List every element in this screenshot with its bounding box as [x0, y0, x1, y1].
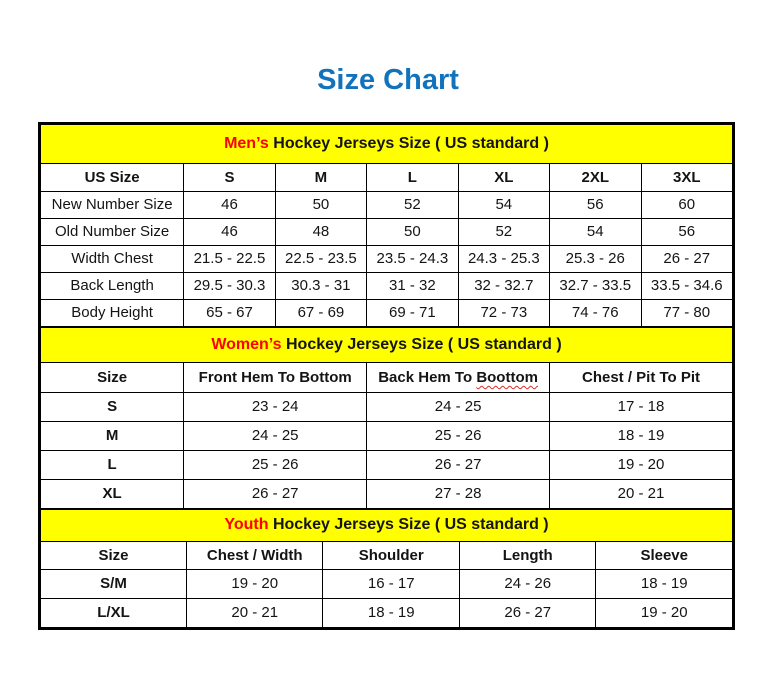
- row-label: XL: [41, 480, 184, 509]
- mens-col-header-2xl: 2XL: [550, 164, 641, 192]
- mens-col-header-3xl: 3XL: [641, 164, 733, 192]
- size-value-cell: 29.5 - 30.3: [184, 273, 275, 300]
- size-value-cell: 26 - 27: [184, 480, 367, 509]
- size-value-cell: 19 - 20: [596, 599, 733, 628]
- size-value-cell: 25 - 26: [184, 451, 367, 480]
- row-label: Back Length: [41, 273, 184, 300]
- table-row: [41, 422, 733, 451]
- size-value-cell: 23.5 - 24.3: [367, 246, 458, 273]
- table-row: [41, 300, 733, 327]
- size-value-cell: 22.5 - 23.5: [275, 246, 366, 273]
- size-value-cell: 18 - 19: [323, 599, 459, 628]
- youth-col-header-sleeve: Sleeve: [596, 542, 733, 570]
- womens-col-header-size: Size: [41, 363, 184, 393]
- table-row: [41, 219, 733, 246]
- youth-caption-row: [41, 510, 733, 542]
- size-value-cell: 26 - 27: [459, 599, 595, 628]
- size-value-cell: 18 - 19: [596, 570, 733, 599]
- size-value-cell: 18 - 19: [550, 422, 733, 451]
- table-row: [41, 570, 733, 599]
- size-value-cell: 16 - 17: [323, 570, 459, 599]
- size-value-cell: 20 - 21: [550, 480, 733, 509]
- mens-caption-row: [41, 125, 733, 164]
- size-value-cell: 60: [641, 192, 733, 219]
- youth-col-header-size: Size: [41, 542, 187, 570]
- mens-col-header-xl: XL: [458, 164, 549, 192]
- mens-col-header-us-size: US Size: [41, 164, 184, 192]
- row-label: M: [41, 422, 184, 451]
- size-value-cell: 46: [184, 192, 275, 219]
- size-chart-container: [38, 122, 735, 630]
- size-value-cell: 33.5 - 34.6: [641, 273, 733, 300]
- size-value-cell: 20 - 21: [187, 599, 323, 628]
- womens-caption-highlight: Women’s: [211, 335, 282, 353]
- row-label: S/M: [41, 570, 187, 599]
- youth-header-row: [41, 542, 733, 570]
- size-value-cell: 24.3 - 25.3: [458, 246, 549, 273]
- back-hem-prefix: Back Hem To: [378, 368, 477, 386]
- size-value-cell: 25 - 26: [367, 422, 550, 451]
- size-value-cell: 30.3 - 31: [275, 273, 366, 300]
- size-value-cell: 17 - 18: [550, 393, 733, 422]
- youth-col-header-shoulder: Shoulder: [323, 542, 459, 570]
- size-value-cell: 24 - 25: [367, 393, 550, 422]
- table-row: [41, 480, 733, 509]
- size-value-cell: 56: [550, 192, 641, 219]
- size-value-cell: 50: [275, 192, 366, 219]
- size-value-cell: 25.3 - 26: [550, 246, 641, 273]
- table-row: [41, 246, 733, 273]
- size-value-cell: 27 - 28: [367, 480, 550, 509]
- womens-col-header-chest: Chest / Pit To Pit: [550, 363, 733, 393]
- size-value-cell: 72 - 73: [458, 300, 549, 327]
- back-hem-misspelled-word: Boottom: [476, 368, 538, 386]
- size-value-cell: 54: [458, 192, 549, 219]
- row-label: Body Height: [41, 300, 184, 327]
- size-value-cell: 67 - 69: [275, 300, 366, 327]
- size-value-cell: 32.7 - 33.5: [550, 273, 641, 300]
- mens-size-table: [40, 124, 733, 327]
- youth-col-header-length: Length: [459, 542, 595, 570]
- womens-header-row: [41, 363, 733, 393]
- size-value-cell: 32 - 32.7: [458, 273, 549, 300]
- size-value-cell: 19 - 20: [187, 570, 323, 599]
- mens-col-header-s: S: [184, 164, 275, 192]
- size-value-cell: 19 - 20: [550, 451, 733, 480]
- mens-col-header-m: M: [275, 164, 366, 192]
- mens-caption: [41, 125, 733, 164]
- womens-caption-text: Hockey Jerseys Size ( US standard ): [281, 335, 562, 353]
- size-value-cell: 52: [367, 192, 458, 219]
- row-label: S: [41, 393, 184, 422]
- size-value-cell: 24 - 25: [184, 422, 367, 451]
- mens-header-row: [41, 164, 733, 192]
- page-title: Size Chart: [317, 64, 459, 96]
- size-value-cell: 24 - 26: [459, 570, 595, 599]
- size-value-cell: 23 - 24: [184, 393, 367, 422]
- mens-caption-highlight: Men’s: [224, 134, 269, 152]
- size-value-cell: 56: [641, 219, 733, 246]
- table-row: [41, 599, 733, 628]
- size-value-cell: 65 - 67: [184, 300, 275, 327]
- size-value-cell: 48: [275, 219, 366, 246]
- row-label: L/XL: [41, 599, 187, 628]
- size-value-cell: 52: [458, 219, 549, 246]
- table-row: [41, 273, 733, 300]
- mens-caption-text: Hockey Jerseys Size ( US standard ): [268, 134, 549, 152]
- youth-caption-text: Hockey Jerseys Size ( US standard ): [268, 516, 549, 534]
- youth-caption-highlight: Youth: [224, 516, 269, 534]
- mens-col-header-l: L: [367, 164, 458, 192]
- table-row: [41, 393, 733, 422]
- womens-caption: [41, 328, 733, 363]
- womens-col-header-back-hem: [367, 363, 550, 393]
- womens-size-table: [40, 327, 733, 509]
- size-value-cell: 77 - 80: [641, 300, 733, 327]
- size-value-cell: 31 - 32: [367, 273, 458, 300]
- row-label: New Number Size: [41, 192, 184, 219]
- size-value-cell: 26 - 27: [641, 246, 733, 273]
- table-row: [41, 192, 733, 219]
- youth-col-header-chest-width: Chest / Width: [187, 542, 323, 570]
- womens-col-header-front-hem: Front Hem To Bottom: [184, 363, 367, 393]
- size-value-cell: 69 - 71: [367, 300, 458, 327]
- table-row: [41, 451, 733, 480]
- size-value-cell: 26 - 27: [367, 451, 550, 480]
- womens-caption-row: [41, 328, 733, 363]
- size-value-cell: 50: [367, 219, 458, 246]
- size-value-cell: 74 - 76: [550, 300, 641, 327]
- youth-size-table: [40, 509, 733, 628]
- youth-caption: [41, 510, 733, 542]
- size-value-cell: 54: [550, 219, 641, 246]
- size-value-cell: 46: [184, 219, 275, 246]
- row-label: L: [41, 451, 184, 480]
- row-label: Width Chest: [41, 246, 184, 273]
- row-label: Old Number Size: [41, 219, 184, 246]
- size-value-cell: 21.5 - 22.5: [184, 246, 275, 273]
